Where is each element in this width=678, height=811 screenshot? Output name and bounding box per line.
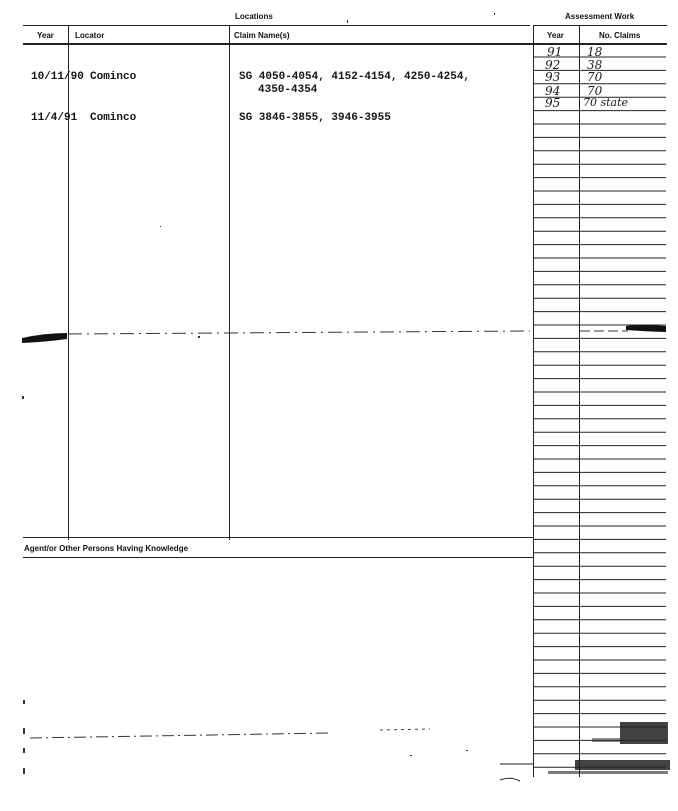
aw-row-5-claims: 70 state — [583, 96, 629, 109]
aw-row-3-year: 93 — [545, 70, 561, 84]
left-smudge — [22, 333, 67, 343]
aw-row-1-year: 91 — [547, 45, 563, 59]
locator-column-header: Locator — [75, 31, 105, 40]
location-row-2-claims-line1: SG 3846-3855, 3946-3955 — [239, 112, 391, 124]
aw-year-column-header: Year — [547, 31, 564, 40]
assessment-work-header: Assessment Work — [565, 12, 635, 21]
location-row-1-claims-line1: SG 4050-4054, 4152-4154, 4250-4254, — [239, 71, 471, 83]
location-row-2-locator: Cominco — [90, 112, 137, 124]
location-row-1-year: 10/11/90 — [31, 71, 84, 83]
lower-scan-line — [30, 733, 330, 738]
agent-section-header: Agent/or Other Persons Having Knowledge — [24, 544, 189, 553]
fold-line — [68, 331, 530, 334]
location-row-2-year: 11/4/91 — [31, 112, 78, 124]
locations-header: Locations — [235, 12, 273, 21]
aw-row-4-claims: 70 — [587, 84, 603, 98]
location-row-1-locator: Cominco — [90, 71, 137, 83]
aw-row-2-year: 92 — [545, 58, 561, 72]
claim-names-column-header: Claim Name(s) — [234, 31, 290, 40]
aw-row-1-claims: 18 — [587, 45, 603, 59]
aw-row-3-claims: 70 — [587, 70, 603, 84]
aw-row-5-year: 95 — [545, 96, 561, 110]
aw-no-claims-column-header: No. Claims — [599, 31, 641, 40]
location-row-1-claims-line2: 4350-4354 — [258, 84, 318, 96]
right-smudge — [626, 325, 666, 332]
aw-row-4-year: 94 — [545, 84, 561, 98]
year-column-header: Year — [37, 31, 54, 40]
aw-row-2-claims: 38 — [587, 58, 603, 72]
